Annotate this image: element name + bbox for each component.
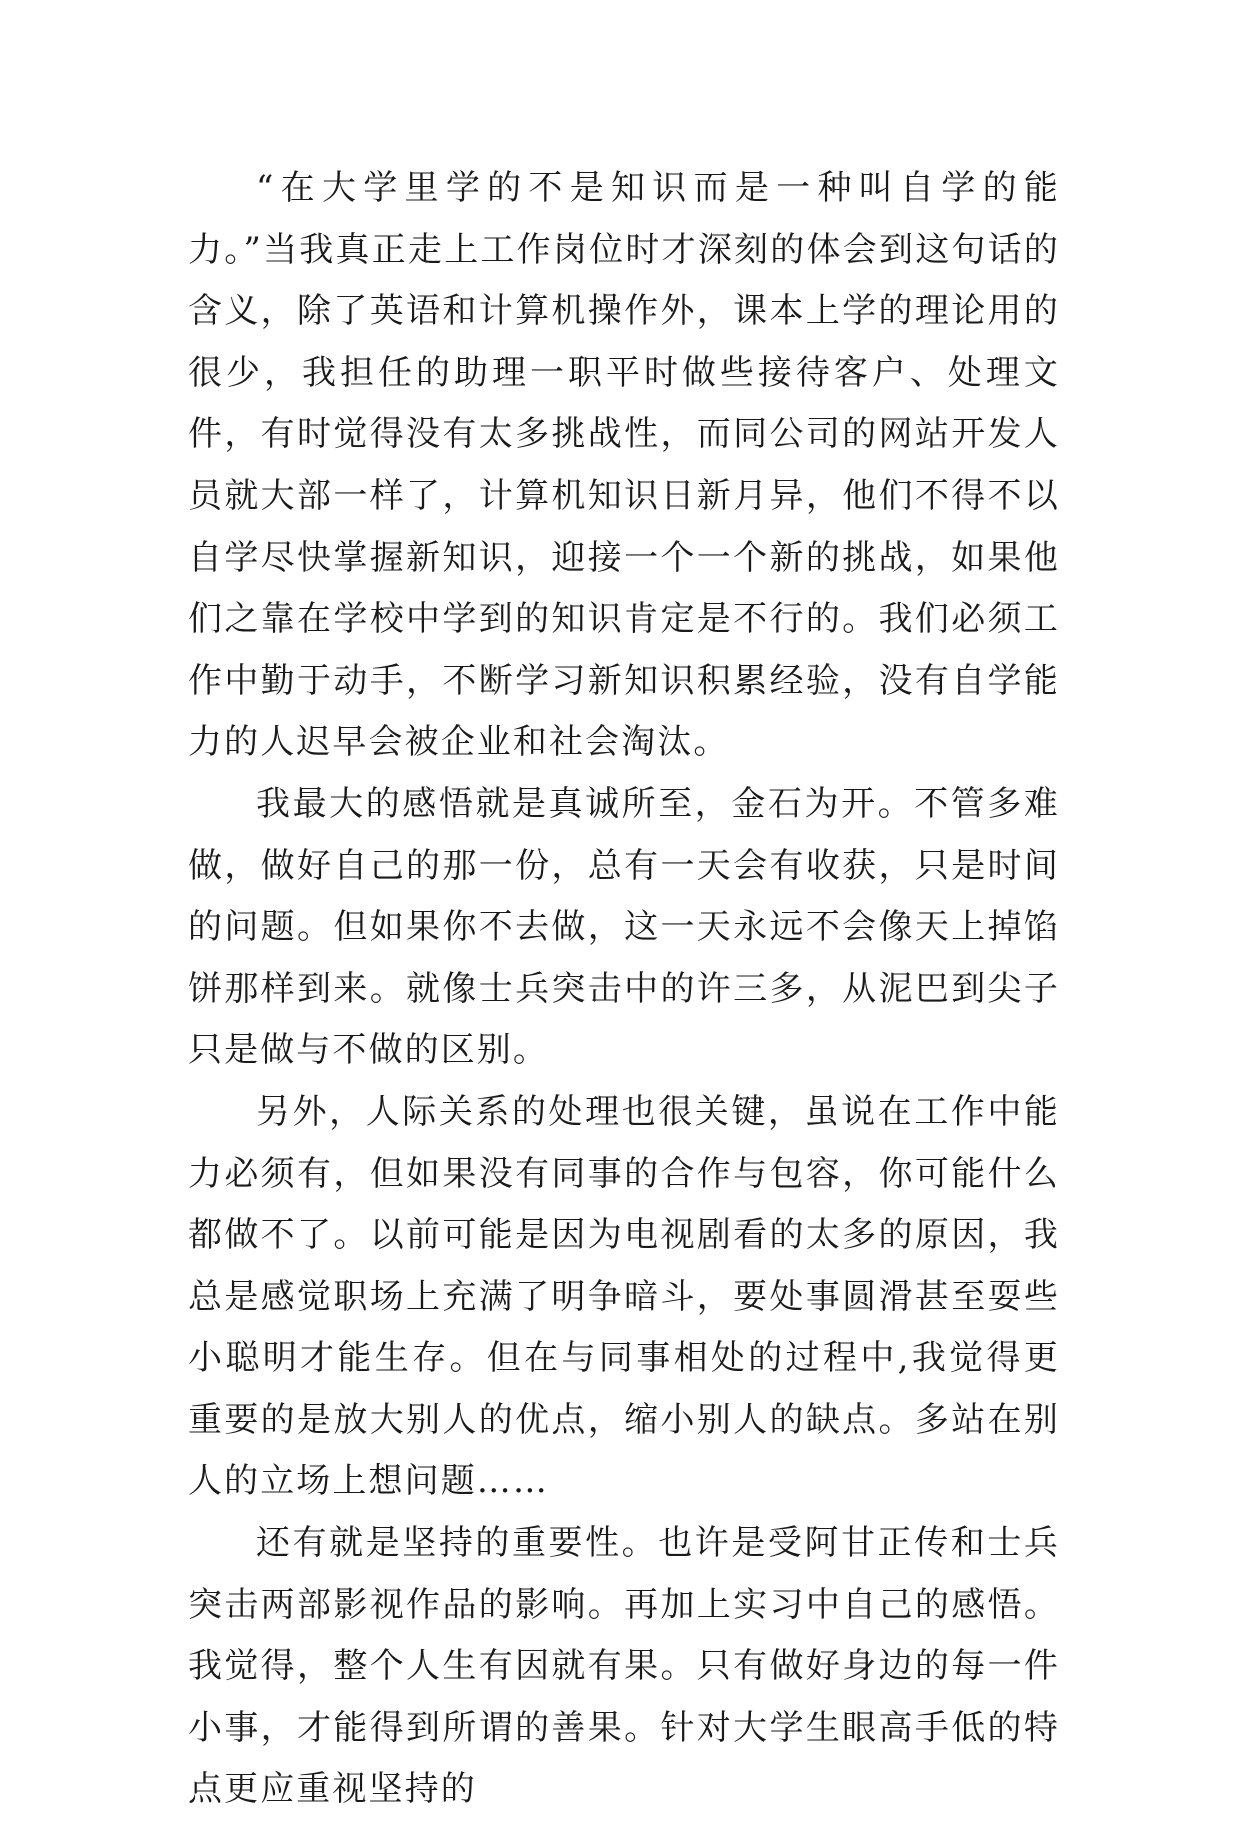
- paragraph-sincerity: 我最大的感悟就是真诚所至，金石为开。不管多难做，做好自己的那一份，总有一天会有收获，只是时间的问题。但如果你不去做，这一天永远不会像天上掉馅饼那样到来。就像士兵突击中的许三多，从泥巴到尖子只是做与不做的区别。: [188, 783, 1060, 1071]
- paragraph-relationships: 另外，人际关系的处理也很关键，虽说在工作中能力必须有，但如果没有同事的合作与包容，你可能什么都做不了。以前可能是因为电视剧看的太多的原因，我总是感觉职场上充满了明争暗斗，要处事圆滑甚至耍些小聪明才能生存。但在与同事相处的过程中,我觉得更重要的是放大别人的优点，缩小别人的缺点。多站在别人的立场上想问题……: [188, 1091, 1060, 1502]
- document-body: [188, 158, 1060, 1821]
- paragraph-self-learning: “在大学里学的不是知识而是一种叫自学的能力。”当我真正走上工作岗位时才深刻的体会到这句话的含义，除了英语和计算机操作外，课本上学的理论用的很少，我担任的助理一职平时做些接待客户、处理文件，有时觉得没有太多挑战性，而同公司的网站开发人员就大部一样了，计算机知识日新月异，他们不得不以自学尽快掌握新知识，迎接一个一个新的挑战，如果他们之靠在学校中学到的知识肯定是不行的。我们必须工作中勤于动手，不断学习新知识积累经验，没有自学能力的人迟早会被企业和社会淘汰。: [188, 168, 1060, 763]
- paragraph-persistence: 还有就是坚持的重要性。也许是受阿甘正传和士兵突击两部影视作品的影响。再加上实习中自己的感悟。我觉得，整个人生有因就有果。只有做好身边的每一件小事，才能得到所谓的善果。针对大学生眼高手低的特点更应重视坚持的: [188, 1523, 1060, 1810]
